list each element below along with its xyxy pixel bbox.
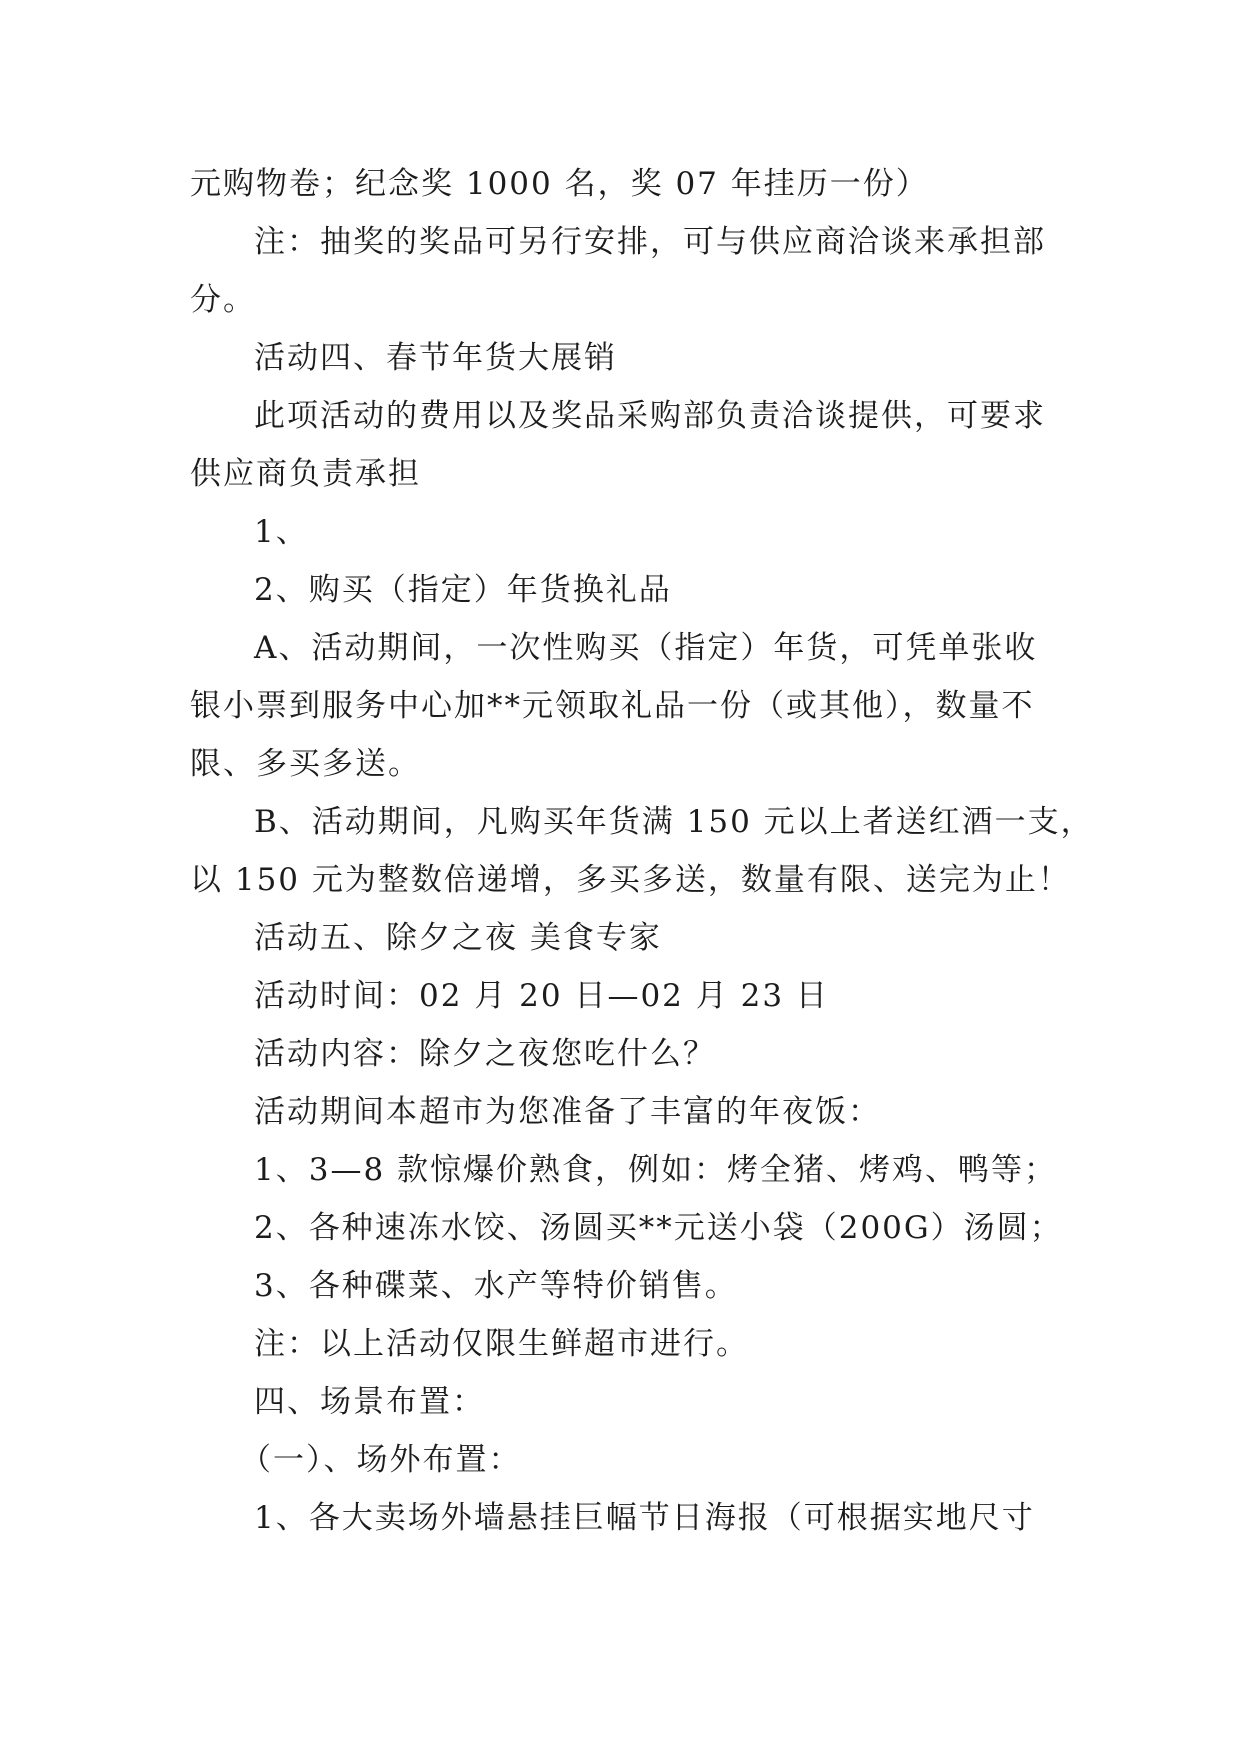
text-line: 供应商负责承担 [190, 456, 421, 492]
subsection-heading: （一）、场外布置： [240, 1442, 522, 1478]
text-line: 2、购买（指定）年货换礼品 [254, 572, 672, 608]
text-line: 以 150 元为整数倍递增，多买多送，数量有限、送完为止！ [190, 862, 1071, 898]
text-line: 分。 [190, 282, 256, 318]
text-line: 活动内容：除夕之夜您吃什么？ [254, 1036, 716, 1072]
text-line: 元购物卷；纪念奖 1000 名，奖 07 年挂历一份） [190, 166, 929, 202]
text-line: A、活动期间，一次性购买（指定）年货，可凭单张收 [254, 630, 1038, 666]
section-heading: 活动五、除夕之夜 美食专家 [254, 920, 662, 956]
text-line: 3、各种碟菜、水产等特价销售。 [254, 1268, 738, 1304]
text-line: 此项活动的费用以及奖品采购部负责洽谈提供，可要求 [254, 398, 1046, 434]
text-line: 活动期间本超市为您准备了丰富的年夜饭： [254, 1094, 881, 1130]
section-heading: 四、场景布置： [254, 1384, 485, 1420]
text-line: 活动时间：02 月 20 日—02 月 23 日 [254, 978, 829, 1014]
text-line: 1、 [254, 514, 309, 550]
text-line: 银小票到服务中心加**元领取礼品一份（或其他），数量不 [190, 688, 1035, 724]
section-heading: 活动四、春节年货大展销 [254, 340, 617, 376]
text-line: 1、3—8 款惊爆价熟食，例如：烤全猪、烤鸡、鸭等； [254, 1152, 1058, 1188]
document-body [190, 155, 1094, 1547]
text-line: 注：以上活动仅限生鲜超市进行。 [254, 1326, 749, 1362]
text-line: 限、多买多送。 [190, 746, 421, 782]
text-line: B、活动期间，凡购买年货满 150 元以上者送红酒一支， [254, 804, 1094, 840]
text-line: 注：抽奖的奖品可另行安排，可与供应商洽谈来承担部 [254, 224, 1046, 260]
text-line: 2、各种速冻水饺、汤圆买**元送小袋（200G）汤圆； [254, 1210, 1063, 1246]
text-line: 1、各大卖场外墙悬挂巨幅节日海报（可根据实地尺寸 [254, 1500, 1035, 1536]
